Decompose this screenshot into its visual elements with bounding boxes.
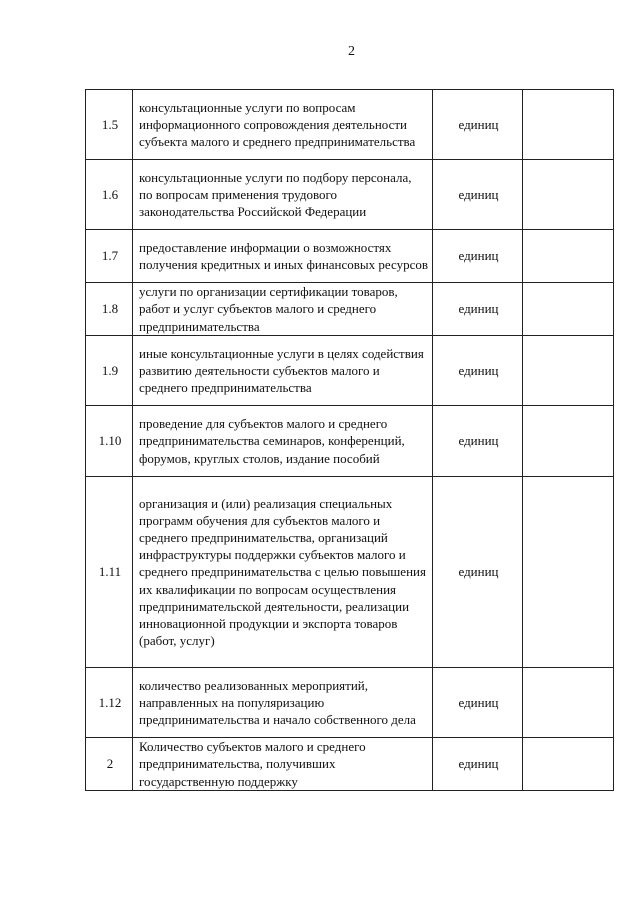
row-description-cell <box>133 738 433 791</box>
row-number-cell: 1.12 <box>86 668 133 738</box>
row-description-cell <box>133 477 433 668</box>
table-row <box>86 738 614 791</box>
row-description: Количество субъектов малого и среднего предпринимательства, получивших государственную поддержку <box>139 739 366 789</box>
indicators-table <box>85 89 614 791</box>
row-number-cell: 1.6 <box>86 160 133 230</box>
row-number-cell: 2 <box>86 738 133 791</box>
row-description: предоставление информации о возможностях получения кредитных и иных финансовых ресурсов <box>139 239 428 272</box>
row-description: консультационные услуги по вопросам информационного сопровождения деятельности субъекта малого и среднего предпринимательства <box>139 99 416 150</box>
row-value-cell <box>523 406 614 477</box>
table-row <box>86 477 614 668</box>
row-value-cell <box>523 230 614 283</box>
row-description: проведение для субъектов малого и среднего предпринимательства семинаров, конференций, форумов, круглых столов, издание пособий <box>139 416 405 466</box>
row-description-cell <box>133 90 433 160</box>
row-number-cell: 1.9 <box>86 336 133 406</box>
table-row <box>86 283 614 336</box>
row-description: иные консультационные услуги в целях содействия развитию деятельности субъектов малого и среднего предпринимательства <box>139 345 424 396</box>
row-value-cell <box>523 283 614 336</box>
row-number-cell: 1.10 <box>86 406 133 477</box>
row-unit-cell: единиц <box>433 230 523 283</box>
page-number: 2 <box>348 44 355 59</box>
row-unit-cell: единиц <box>433 160 523 230</box>
row-number-cell: 1.5 <box>86 90 133 160</box>
row-description-cell <box>133 160 433 230</box>
row-unit-cell: единиц <box>433 90 523 160</box>
row-description-cell <box>133 406 433 477</box>
row-description-cell <box>133 668 433 738</box>
row-unit-cell: единиц <box>433 668 523 738</box>
table-row <box>86 160 614 230</box>
table-row <box>86 406 614 477</box>
row-value-cell <box>523 160 614 230</box>
row-number-cell: 1.7 <box>86 230 133 283</box>
row-description: организация и (или) реализация специальных программ обучения для субъектов малого и среднего предпринимательства, организаций инфраструктуры поддержки субъектов малого и среднего предпринимательства с целью повышения их квалификации по вопросам осуществления предпринимательской деятельности, реализации инновационной продукции и экспорта товаров (работ, услуг) <box>139 495 426 649</box>
table-row <box>86 230 614 283</box>
row-description: услуги по организации сертификации товаров, работ и услуг субъектов малого и среднего предпринимательства <box>139 284 398 334</box>
row-description-cell <box>133 336 433 406</box>
row-description: консультационные услуги по подбору персонала, по вопросам применения трудового законодательства Российской Федерации <box>139 169 412 220</box>
row-description-cell <box>133 283 433 336</box>
row-value-cell <box>523 668 614 738</box>
row-value-cell <box>523 336 614 406</box>
row-description: количество реализованных мероприятий, направленных на популяризацию предпринимательства и начало собственного дела <box>139 677 416 728</box>
row-value-cell <box>523 477 614 668</box>
row-number-cell: 1.8 <box>86 283 133 336</box>
row-value-cell <box>523 738 614 791</box>
table-row <box>86 90 614 160</box>
row-unit-cell: единиц <box>433 738 523 791</box>
row-value-cell <box>523 90 614 160</box>
table-row <box>86 668 614 738</box>
row-unit-cell: единиц <box>433 477 523 668</box>
row-unit-cell: единиц <box>433 406 523 477</box>
row-description-cell <box>133 230 433 283</box>
indicators-table-body <box>86 90 614 791</box>
table-row <box>86 336 614 406</box>
row-unit-cell: единиц <box>433 283 523 336</box>
row-number-cell: 1.11 <box>86 477 133 668</box>
row-unit-cell: единиц <box>433 336 523 406</box>
